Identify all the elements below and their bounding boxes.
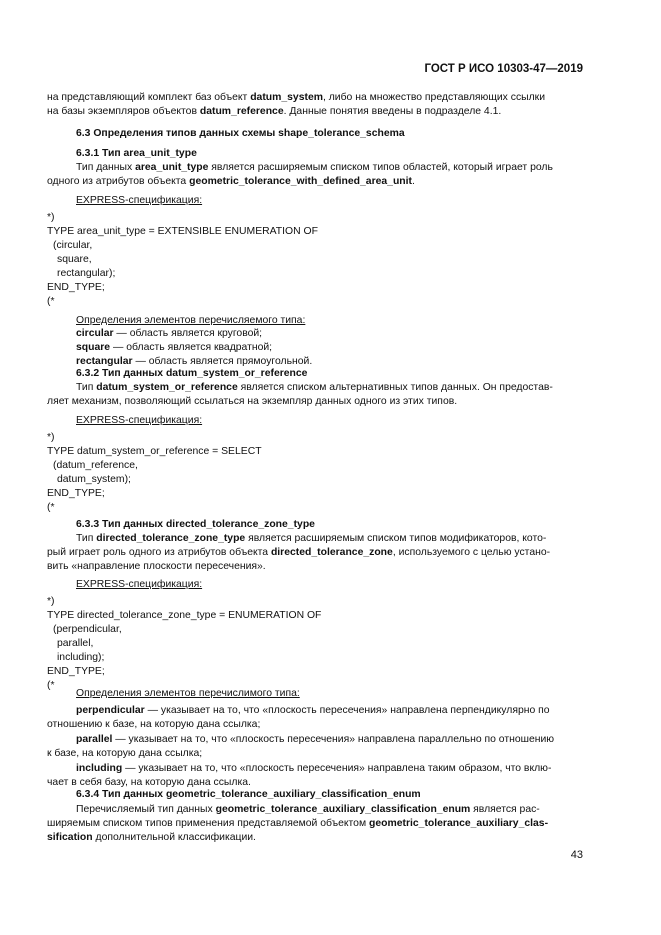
code-line: TYPE area_unit_type = EXTENSIBLE ENUMERATION OF bbox=[47, 226, 318, 237]
def-text: — указывает на то, что «плоскость пересечения» направлена перпендикулярно по bbox=[144, 705, 550, 716]
code-line: (* bbox=[47, 296, 55, 307]
intro-term: datum_system bbox=[250, 92, 323, 103]
para-text: ширяемым списком типов применения представляемой объектом bbox=[47, 818, 369, 829]
document-header: ГОСТ Р ИСО 10303-47—2019 bbox=[424, 63, 583, 75]
para-text: дополнительной классификации. bbox=[92, 832, 256, 843]
code-line: square, bbox=[57, 254, 92, 265]
s634-para-line-2 bbox=[47, 817, 583, 831]
section-6-3-1-title: 6.3.1 Тип area_unit_type bbox=[76, 148, 197, 159]
intro-term: datum_reference bbox=[199, 106, 284, 117]
s632-express-label: EXPRESS-спецификация: bbox=[76, 415, 203, 426]
para-text: рый играет роль одного из атрибутов объекта bbox=[47, 547, 271, 558]
s634-para-line-1 bbox=[76, 803, 583, 817]
para-term: datum_system_or_reference bbox=[96, 382, 238, 393]
s633-def-perpendicular-cont: отношению к базе, на которую дана ссылка; bbox=[47, 719, 261, 730]
def-text: — область является круговой; bbox=[113, 328, 263, 339]
s633-def-parallel-cont: к базе, на которую дана ссылка; bbox=[47, 748, 203, 759]
code-line: TYPE datum_system_or_reference = SELECT bbox=[47, 446, 262, 457]
def-term: parallel bbox=[76, 734, 113, 745]
code-line: (perpendicular, bbox=[53, 624, 122, 635]
def-term: circular bbox=[76, 328, 114, 339]
s632-para-line-1 bbox=[76, 381, 583, 395]
code-line: (* bbox=[47, 502, 55, 513]
para-text: Тип bbox=[76, 533, 97, 544]
para-term: sification bbox=[47, 832, 93, 843]
intro-line-1 bbox=[47, 91, 583, 105]
intro-text: на базы экземпляров объектов bbox=[47, 106, 200, 117]
para-text: Перечисляемый тип данных bbox=[76, 804, 216, 815]
s633-defs-label: Определения элементов перечислимого типа: bbox=[76, 688, 300, 699]
page-number: 43 bbox=[570, 849, 583, 861]
intro-text: , либо на множество представляющих ссылки bbox=[322, 92, 546, 103]
def-text: — область является квадратной; bbox=[110, 342, 273, 353]
code-line: END_TYPE; bbox=[47, 488, 105, 499]
s631-def-rectangular bbox=[76, 355, 312, 369]
s633-para-line-3: вить «направление плоскости пересечения». bbox=[47, 561, 266, 572]
s634-para-line-3 bbox=[47, 831, 256, 845]
def-text: — указывает на то, что «плоскость пересечения» направлена параллельно по отношению bbox=[112, 734, 555, 745]
para-term: directed_tolerance_zone bbox=[270, 547, 393, 558]
s633-def-perpendicular bbox=[76, 704, 583, 718]
intro-line-2 bbox=[47, 105, 501, 119]
para-term: geometric_tolerance_with_defined_area_unit bbox=[189, 176, 412, 187]
def-term: perpendicular bbox=[76, 705, 145, 716]
para-text: является расширяемым списком типов модификаторов, кото- bbox=[245, 533, 547, 544]
def-term: including bbox=[76, 763, 123, 774]
intro-text: на представляющий комплект баз объект bbox=[47, 92, 251, 103]
para-text: Тип данных bbox=[76, 162, 136, 173]
para-term: directed_tolerance_zone_type bbox=[96, 533, 246, 544]
section-6-3-2-title: 6.3.2 Тип данных datum_system_or_reference bbox=[76, 368, 308, 379]
def-text: — указывает на то, что «плоскость пересечения» направлена таким образом, что вклю- bbox=[122, 763, 552, 774]
code-line: datum_system); bbox=[57, 474, 131, 485]
intro-text: . Данные понятия введены в подразделе 4.1. bbox=[283, 106, 502, 117]
section-6-3-title: 6.3 Определения типов данных схемы shape_tolerance_schema bbox=[76, 128, 405, 139]
s633-def-parallel bbox=[76, 733, 583, 747]
para-text: , используемого с целью устано- bbox=[392, 547, 551, 558]
code-line: *) bbox=[47, 212, 55, 223]
code-line: END_TYPE; bbox=[47, 282, 105, 293]
code-line: parallel, bbox=[57, 638, 94, 649]
s631-para-line-2 bbox=[47, 175, 415, 189]
code-line: (circular, bbox=[53, 240, 93, 251]
code-line: *) bbox=[47, 432, 55, 443]
code-line: rectangular); bbox=[57, 268, 116, 279]
section-6-3-3-title: 6.3.3 Тип данных directed_tolerance_zone_type bbox=[76, 519, 315, 530]
para-text: . bbox=[412, 176, 415, 187]
code-line: TYPE directed_tolerance_zone_type = ENUMERATION OF bbox=[47, 610, 322, 621]
section-6-3-4-title: 6.3.4 Тип данных geometric_tolerance_auxiliary_classification_enum bbox=[76, 789, 421, 800]
s633-para-line-2 bbox=[47, 546, 583, 560]
code-line: (* bbox=[47, 680, 55, 691]
s633-def-including-cont: чает в себя базу, на которую дана ссылка. bbox=[47, 777, 251, 788]
def-term: square bbox=[76, 342, 111, 353]
para-text: Тип bbox=[76, 382, 97, 393]
code-line: *) bbox=[47, 596, 55, 607]
s633-express-label: EXPRESS-спецификация: bbox=[76, 579, 203, 590]
s633-def-including bbox=[76, 762, 583, 776]
s631-express-label: EXPRESS-спецификация: bbox=[76, 195, 203, 206]
para-text: является рас- bbox=[470, 804, 540, 815]
para-text: является списком альтернативных типов данных. Он предостав- bbox=[237, 382, 553, 393]
s631-defs-label: Определения элементов перечисляемого типа: bbox=[76, 315, 306, 326]
s631-para-line-1 bbox=[76, 161, 553, 175]
def-text: — область является прямоугольной. bbox=[132, 356, 313, 367]
para-term: geometric_tolerance_auxiliary_clas- bbox=[369, 818, 549, 829]
s631-def-circular bbox=[76, 327, 262, 341]
code-line: END_TYPE; bbox=[47, 666, 105, 677]
para-term: geometric_tolerance_auxiliary_classification_enum bbox=[215, 804, 471, 815]
para-term: area_unit_type bbox=[135, 162, 209, 173]
code-line: (datum_reference, bbox=[53, 460, 138, 471]
s632-para-line-2: ляет механизм, позволяющий ссылаться на экземпляр данных одного из этих типов. bbox=[47, 396, 458, 407]
para-text: одного из атрибутов объекта bbox=[47, 176, 190, 187]
s631-def-square bbox=[76, 341, 272, 355]
s633-para-line-1 bbox=[76, 532, 583, 546]
def-term: rectangular bbox=[76, 356, 133, 367]
code-line: including); bbox=[57, 652, 105, 663]
para-text: является расширяемым списком типов областей, который играет роль bbox=[208, 162, 553, 173]
